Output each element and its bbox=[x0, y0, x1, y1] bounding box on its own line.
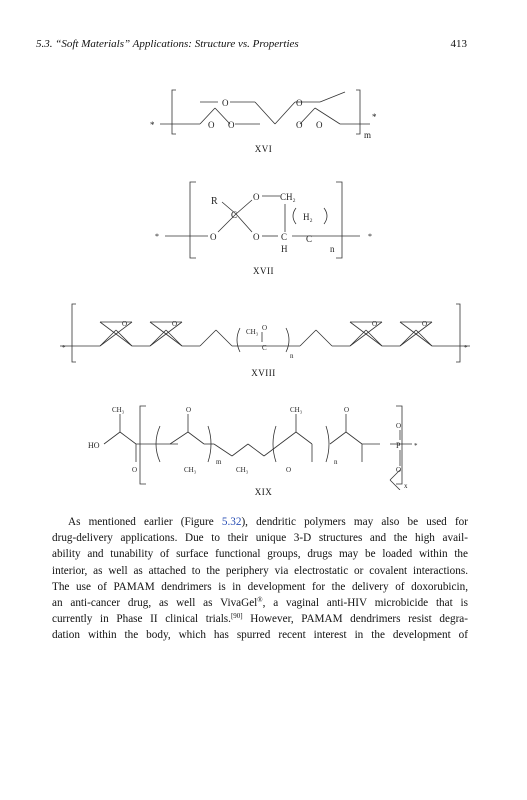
svg-text:CH₂: CH₂ bbox=[280, 192, 296, 202]
structure-xvii-drawing bbox=[0, 176, 527, 266]
page-number: 413 bbox=[450, 38, 467, 50]
xvii-left-end-group: * bbox=[155, 232, 159, 241]
paragraph-line-1: As mentioned earlier (Figure 5.32), dendritic polymers may also be used for bbox=[68, 516, 469, 528]
xix-o-f: O bbox=[396, 466, 402, 474]
paragraph-line-5: The use of PAMAM dendrimers is in development for the delivery of doxorubicin, bbox=[52, 580, 468, 593]
structure-xvi-label: XVI bbox=[254, 144, 273, 154]
paragraph-line-7: currently in Phase II clinical trials.[90] However, PAMAM dendrimers resist degra- bbox=[52, 612, 468, 626]
xix-o-b: O bbox=[186, 406, 192, 414]
paragraph-line-6: an anti-cancer drug, as well as VivaGel®, a vaginal anti-HIV microbicide that is bbox=[52, 596, 468, 610]
body-paragraph bbox=[52, 514, 468, 644]
xvi-left-end-group: * bbox=[150, 120, 155, 130]
structure-xviii-drawing bbox=[0, 300, 527, 368]
xix-p: P bbox=[396, 441, 401, 450]
svg-text:C: C bbox=[306, 234, 313, 244]
xviii-ch3: CH₃ bbox=[246, 328, 259, 336]
xix-x: x bbox=[404, 482, 408, 490]
xviii-carbonyl-o: O bbox=[262, 324, 268, 332]
figure-reference-link[interactable]: 5.32 bbox=[221, 516, 242, 528]
xvii-substituent: R bbox=[211, 196, 218, 207]
structure-xvi bbox=[0, 82, 527, 142]
structure-xvii bbox=[0, 176, 527, 266]
xix-o-c: O bbox=[286, 466, 292, 474]
xviii-left-end-group: * bbox=[62, 344, 66, 352]
xvii-right-end-group: * bbox=[368, 232, 372, 241]
svg-text:O: O bbox=[296, 120, 303, 130]
citation-reference: [90] bbox=[230, 612, 243, 621]
structure-xvi-drawing bbox=[0, 82, 527, 142]
svg-text:O: O bbox=[122, 320, 128, 328]
xviii-repeat-subscript: n bbox=[290, 352, 294, 360]
structure-xvii-label: XVII bbox=[253, 266, 274, 276]
paragraph-line-3: ability and tunability of surface functional groups, drugs may be loaded within the bbox=[52, 548, 468, 561]
xix-end-group: * bbox=[414, 442, 418, 450]
paragraph-line-8: dation within the body, which has spurred recent interest in the development of bbox=[52, 629, 468, 642]
svg-text:O: O bbox=[316, 120, 323, 130]
svg-text:O: O bbox=[422, 320, 428, 328]
svg-text:O: O bbox=[296, 98, 303, 108]
xix-o-e: O bbox=[396, 422, 402, 430]
xix-ch3-b: CH₃ bbox=[184, 466, 197, 474]
svg-text:H: H bbox=[281, 244, 288, 254]
xvii-repeat-subscript: n bbox=[330, 244, 335, 254]
xviii-right-end-group: * bbox=[464, 344, 468, 352]
svg-text:O: O bbox=[172, 320, 178, 328]
structure-xix bbox=[0, 404, 527, 490]
svg-text:O: O bbox=[253, 232, 260, 242]
svg-text:O: O bbox=[210, 232, 217, 242]
xix-m: m bbox=[216, 458, 222, 466]
svg-text:C: C bbox=[231, 210, 238, 220]
running-header bbox=[36, 38, 467, 54]
svg-text:H₂: H₂ bbox=[303, 212, 313, 222]
xix-ch3-d: CH₃ bbox=[290, 406, 303, 414]
xix-o-d: O bbox=[344, 406, 350, 414]
xviii-c: C bbox=[262, 344, 267, 352]
structure-xix-label: XIX bbox=[254, 487, 273, 497]
xix-n: n bbox=[334, 458, 338, 466]
paragraph-line-4: interior, as well as attached to the periphery via electrostatic or covalent interactions. bbox=[52, 564, 468, 577]
xix-ho: HO bbox=[88, 441, 100, 450]
svg-text:O: O bbox=[372, 320, 378, 328]
paragraph-line-2: drug-delivery applications. Due to their unique 3-D structures and the high avail- bbox=[52, 532, 468, 545]
svg-text:O: O bbox=[208, 120, 215, 130]
structure-xix-drawing bbox=[0, 404, 527, 490]
xix-ch3-a: CH₃ bbox=[112, 406, 125, 414]
section-title: 5.3. “Soft Materials” Applications: Structure vs. Properties bbox=[36, 38, 299, 50]
xix-ch3-c: CH₃ bbox=[236, 466, 249, 474]
svg-text:O: O bbox=[222, 98, 229, 108]
svg-text:C: C bbox=[281, 232, 288, 242]
structure-xviii-label: XVIII bbox=[251, 368, 276, 378]
xvi-right-end-group: * bbox=[372, 112, 377, 122]
structure-xviii bbox=[0, 300, 527, 368]
svg-text:O: O bbox=[228, 120, 235, 130]
svg-text:O: O bbox=[253, 192, 260, 202]
xix-o-a: O bbox=[132, 466, 138, 474]
xvi-repeat-subscript: m bbox=[364, 130, 372, 140]
